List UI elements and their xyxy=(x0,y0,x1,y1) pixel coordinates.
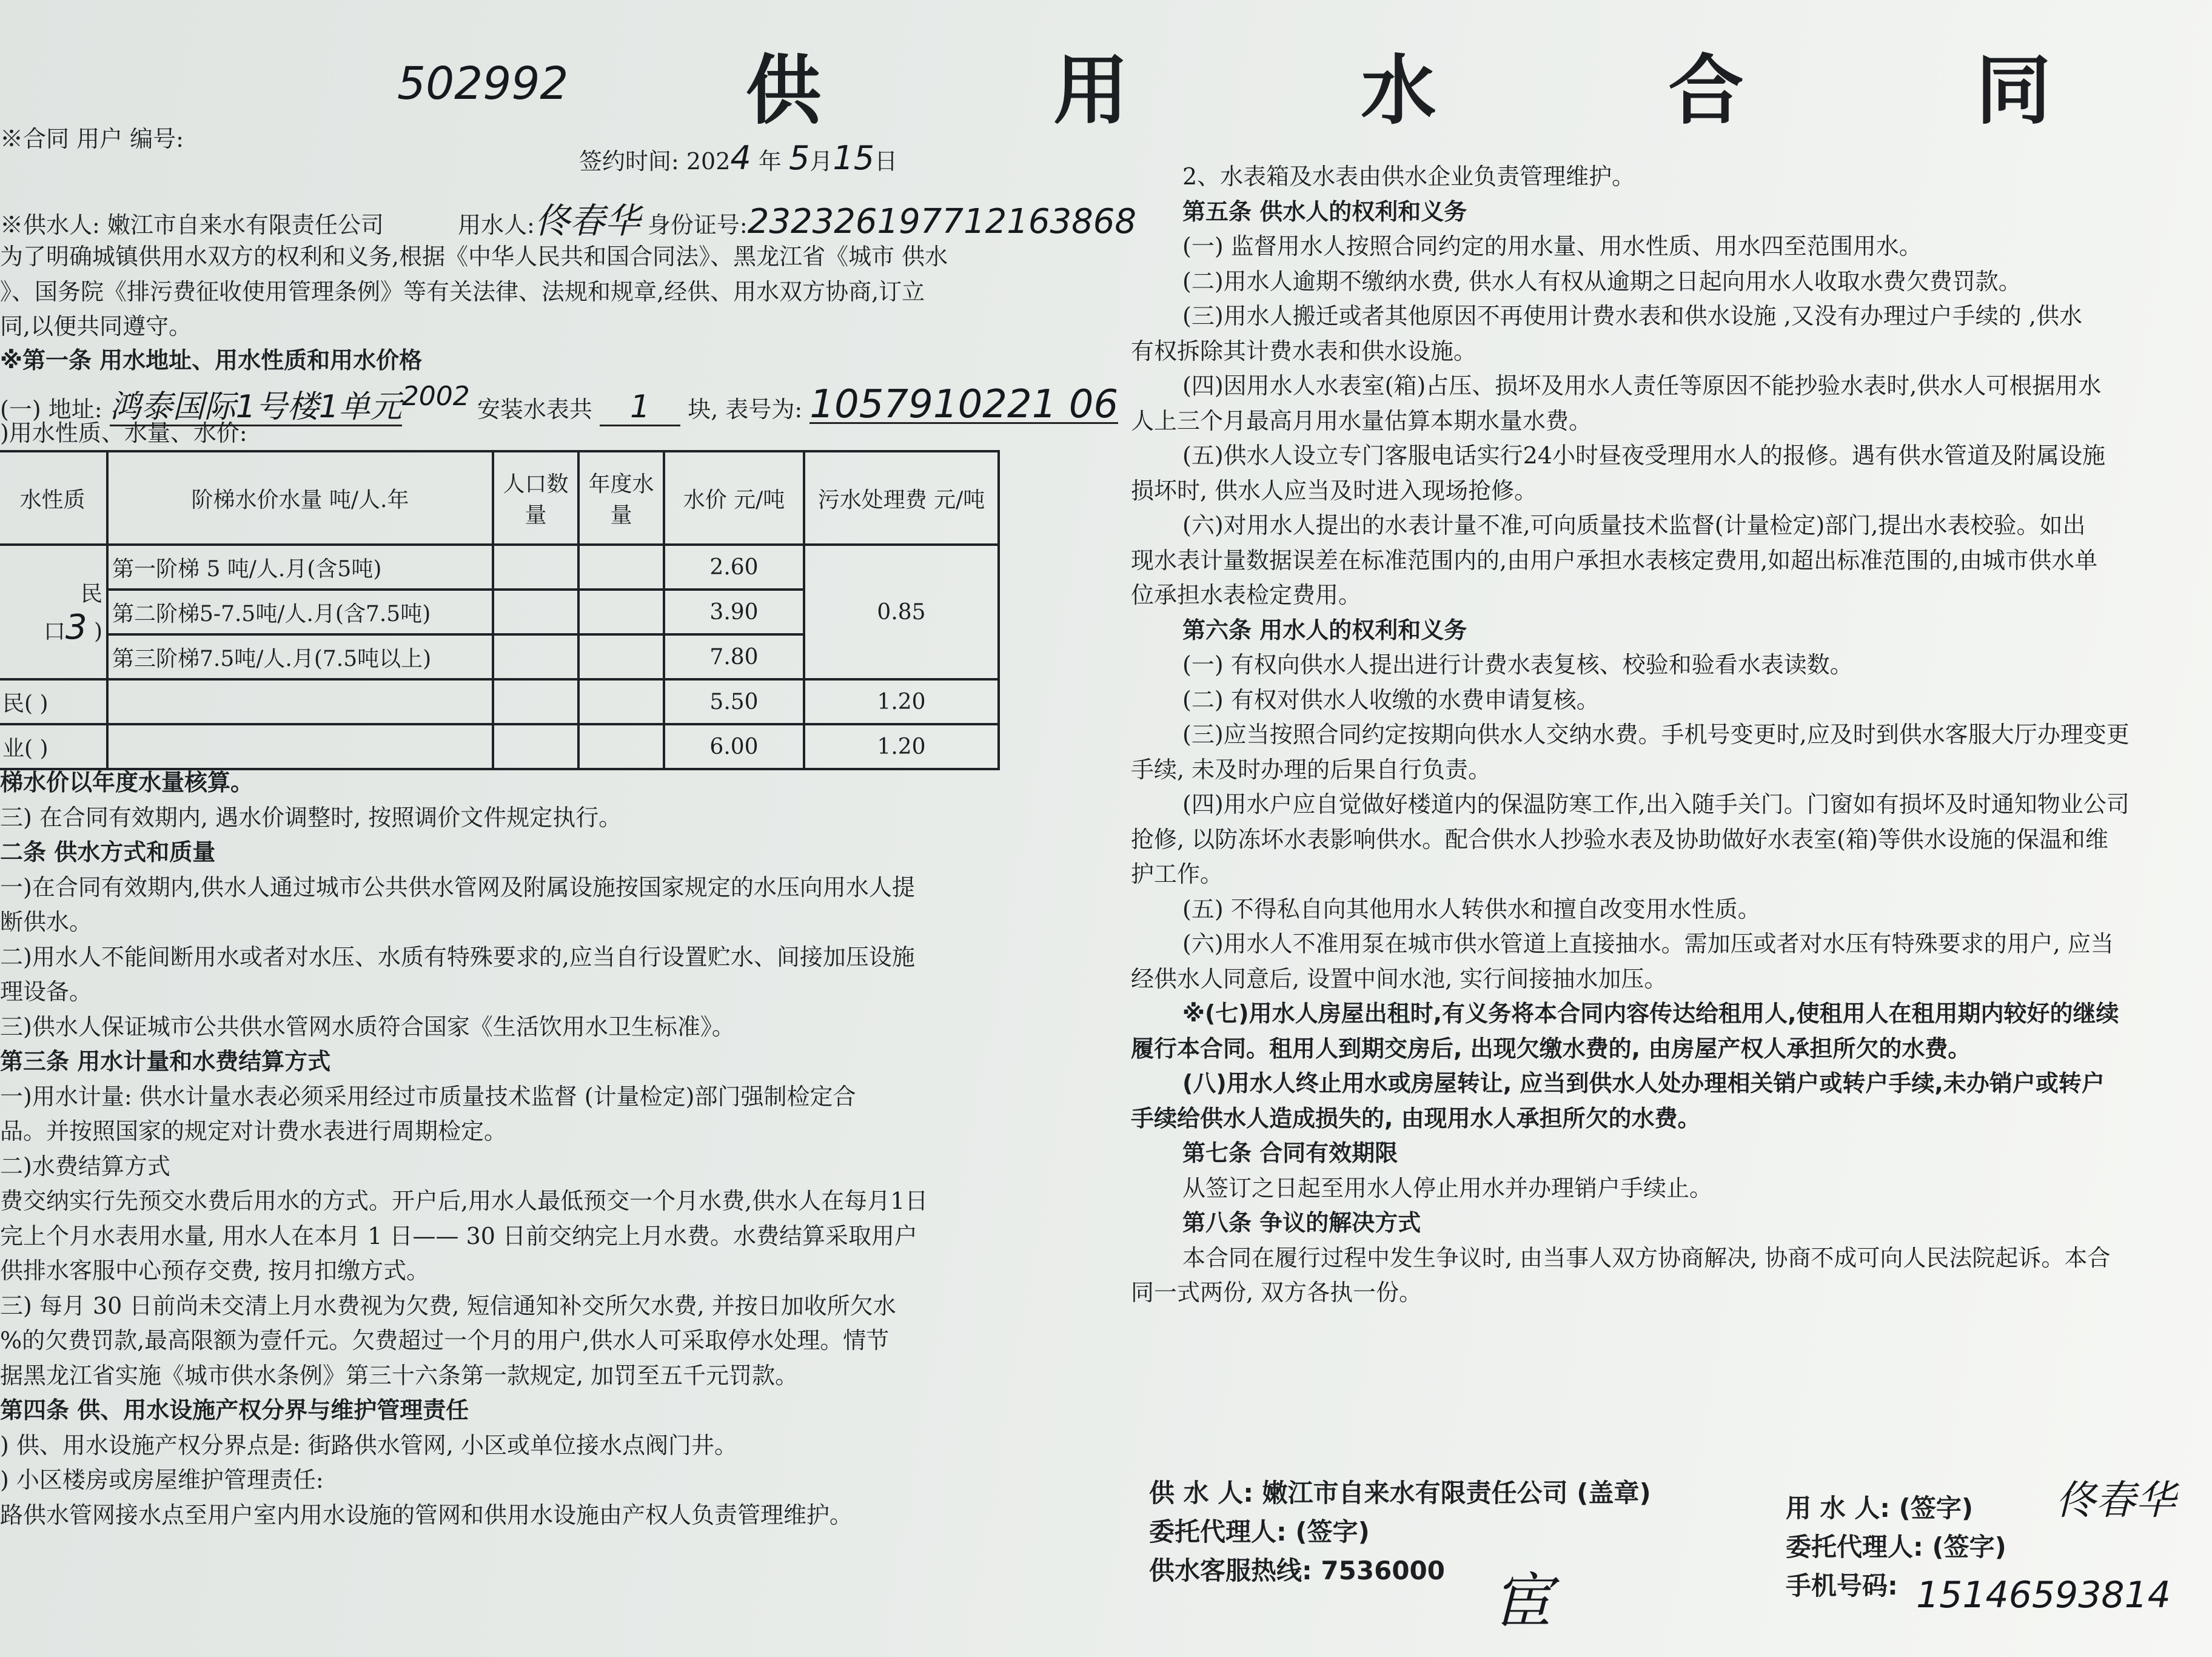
left-line: 完上个月水表用水量, 用水人在本月 1 日—— 30 日前交纳完上月水费。水费结算采取用户 xyxy=(0,1222,918,1249)
table-row xyxy=(0,724,999,769)
tier3-label: 第三阶梯7.5吨/人.月(7.5吨以上) xyxy=(107,634,493,679)
left-line: 第三条 用水计量和水费结算方式 xyxy=(0,1048,331,1075)
right-line: 履行本合同。租用人到期交房后, 出现欠缴水费的, 由房屋产权人承担所欠的水费。 xyxy=(1131,1035,1971,1062)
left-line: 断供水。 xyxy=(0,909,93,935)
left-line: ) 小区楼房或房屋维护管理责任: xyxy=(0,1467,324,1493)
left-line: 三) 每月 30 日前尚未交清上月水费视为欠费, 短信通知补交所欠水费, 并按日加收所欠水 xyxy=(0,1292,896,1319)
tier2-volume xyxy=(578,590,664,634)
water-price-table xyxy=(0,450,1000,770)
right-column-text xyxy=(1131,160,2130,1311)
sign-day-suffix: 日 xyxy=(874,148,898,175)
user-sign-line: 用 水 人: (签字) xyxy=(1786,1493,1974,1523)
table-row xyxy=(0,545,999,590)
population-label: 口 xyxy=(43,619,65,644)
right-line: 第八条 争议的解决方式 xyxy=(1182,1209,1421,1236)
row-nonresident-population xyxy=(493,679,578,724)
left-line: 梯水价以年度水量核算。 xyxy=(0,769,254,796)
row-nonresident-sewage: 1.20 xyxy=(804,679,999,724)
right-line: (一) 有权向供水人提出进行计费水表复核、校验和验看水表读数。 xyxy=(1182,651,1853,678)
right-line: (八)用水人终止用水或房屋转让, 应当到供水人处办理相关销户或转户手续,未办销户或转户 xyxy=(1182,1070,2105,1097)
contract-title: 供 用 水 合 同 xyxy=(746,47,2154,135)
intro-line: 同,以便共同遵守。 xyxy=(0,313,192,340)
user-number-label: ※合同 用户 编号: xyxy=(0,126,184,152)
meter-unit: 块, 表号为: xyxy=(688,396,803,423)
right-line: 人上三个月最高月用水量估算本期水量水费。 xyxy=(1131,407,1592,434)
table-header-row xyxy=(0,451,999,545)
tier1-population xyxy=(493,545,578,590)
user-signature-handwritten: 佟春华 xyxy=(2056,1477,2176,1524)
row-industry-population xyxy=(493,724,578,769)
supplier-agent-line: 委托代理人: (签字) xyxy=(1149,1517,1370,1547)
header-price: 水价 元/吨 xyxy=(664,451,804,545)
user-label: 用水人: xyxy=(457,212,535,238)
sign-year-digit: 4 xyxy=(730,139,751,177)
right-line: 手续给供水人造成损失的, 由现用水人承担所欠的水费。 xyxy=(1131,1104,1701,1132)
left-line: 一)在合同有效期内,供水人通过城市公共供水管网及附属设施按国家规定的水压向用水人提 xyxy=(0,873,915,901)
row-industry-sewage: 1.20 xyxy=(804,724,999,769)
sign-date-label: 签约时间: 202 xyxy=(579,148,731,175)
resident-sewage: 0.85 xyxy=(804,545,999,679)
right-line: 从签订之日起至用水人停止用水并办理销户手续止。 xyxy=(1182,1174,1713,1202)
row-industry-volume xyxy=(578,724,664,769)
right-line: (二) 有权对供水人收缴的水费申请复核。 xyxy=(1182,686,1600,713)
header-population: 人口数量 xyxy=(493,451,578,545)
right-line: 同一式两份, 双方各执一份。 xyxy=(1131,1279,1423,1306)
tier1-volume xyxy=(578,545,664,590)
right-line: (三)应当按照合同约定按期向供水人交纳水费。手机号变更时,应及时到供水客服大厅办理变更 xyxy=(1182,721,2130,748)
row-nonresident-volume xyxy=(578,679,664,724)
right-line: 手续, 未及时办理的后果自行负责。 xyxy=(1131,756,1492,783)
right-line: (五)供水人设立专门客服电话实行24小时昼夜受理用水人的报修。遇有供水管道及附属设施 xyxy=(1182,442,2106,469)
tier2-price: 3.90 xyxy=(664,590,804,634)
user-agent-line: 委托代理人: (签字) xyxy=(1786,1532,2006,1562)
left-line: 二)水费结算方式 xyxy=(0,1152,170,1180)
right-line: (四)因用水人水表室(箱)占压、损坏及用水人责任等原因不能抄验水表时,供水人可根据用水 xyxy=(1182,372,2102,399)
supplier-sign-line: 供 水 人: 嫩江市自来水有限责任公司 (盖章) xyxy=(1149,1478,1651,1508)
right-line: (六)用水人不准用泵在城市供水管道上直接抽水。需加压或者对水压有特殊要求的用户, 应当 xyxy=(1182,930,2114,957)
id-label: 身份证号: xyxy=(647,212,748,238)
row-nonresident-label: 民( ) xyxy=(0,679,107,724)
left-line: 第四条 供、用水设施产权分界与维护管理责任 xyxy=(0,1397,469,1423)
left-line: 据黑龙江省实施《城市供水条例》第三十六条第一款规定, 加罚至五千元罚款。 xyxy=(0,1362,799,1389)
tier2-label: 第二阶梯5-7.5吨/人.月(含7.5吨) xyxy=(107,590,493,634)
intro-paragraph xyxy=(0,240,948,345)
right-line: 第六条 用水人的权利和义务 xyxy=(1182,616,1467,644)
hotline-line: 供水客服热线: 7536000 xyxy=(1149,1556,1445,1585)
row-industry-tier xyxy=(107,724,493,769)
right-line: 位承担水表检定费用。 xyxy=(1131,582,1362,608)
meter-number-handwritten: 1057910221 06 xyxy=(809,382,1119,427)
row-nonresident-price: 5.50 xyxy=(664,679,804,724)
meter-label: 安装水表共 xyxy=(477,396,592,423)
right-line: 现水表计量数据误差在标准范围内的,由用户承担水表核定费用,如超出标准范围的,由城市供水单 xyxy=(1131,546,2098,574)
left-line: 三) 在合同有效期内, 遇水价调整时, 按照调价文件规定执行。 xyxy=(0,804,622,831)
left-line: ) 供、用水设施产权分界点是: 街路供水管网, 小区或单位接水点阀门井。 xyxy=(0,1431,737,1459)
left-line: 路供水管网接水点至用户室内用水设施的管网和供用水设施由产权人负责管理维护。 xyxy=(0,1501,853,1528)
header-sewage: 污水处理费 元/吨 xyxy=(804,451,999,545)
intro-line: 》、国务院《排污费征收使用管理条例》等有关法律、法规和规章,经供、用水双方协商,订立 xyxy=(0,278,925,305)
resident-label: 民 xyxy=(80,582,102,607)
table-row xyxy=(0,679,999,724)
left-line: 品。并按照国家的规定对计费水表进行周期检定。 xyxy=(0,1118,508,1144)
right-line: (五) 不得私自向其他用水人转供水和擅自改变用水性质。 xyxy=(1182,895,1761,923)
supplier-line xyxy=(0,200,1137,243)
right-line: 损坏时, 供水人应当及时进入现场抢修。 xyxy=(1131,477,1538,504)
left-line: 理设备。 xyxy=(0,978,93,1005)
intro-line: 为了明确城镇供用水双方的权利和义务,根据《中华人民共和国合同法》、黑龙江省《城市 供水 xyxy=(0,243,948,270)
right-line: 护工作。 xyxy=(1131,861,1224,887)
row-nonresident-tier xyxy=(107,679,493,724)
phone-label: 手机号码: xyxy=(1786,1571,1898,1601)
row-industry-label: 业( ) xyxy=(0,724,107,769)
agent-signature-handwritten: 宦 xyxy=(1492,1566,1552,1637)
right-line: 经供水人同意后, 设置中间水池, 实行间接抽水加压。 xyxy=(1131,965,1667,992)
right-line: (六)对用水人提出的水表计量不准,可向质量技术监督(计量检定)部门,提出水表校验。如出 xyxy=(1182,512,2086,539)
user-name-handwritten: 佟春华 xyxy=(534,200,640,241)
right-line: 第七条 合同有效期限 xyxy=(1182,1140,1398,1166)
left-line: 费交纳实行先预交水费后用水的方式。开户后,用水人最低预交一个月水费,供水人在每月1日 xyxy=(0,1188,928,1214)
right-line: 第五条 供水人的权利和义务 xyxy=(1182,198,1467,225)
header-nature: 水性质 xyxy=(0,451,107,545)
right-line: ※(七)用水人房屋出租时,有义务将本合同内容传达给租用人,使租用人在租用期内较好的继续 xyxy=(1182,1000,2119,1027)
left-line: %的欠费罚款,最高限额为壹仟元。欠费超过一个月的用户,供水人可采取停水处理。情节 xyxy=(0,1327,890,1354)
address-label: (一) 地址: xyxy=(0,396,102,423)
left-column-text xyxy=(0,765,928,1533)
tier1-label: 第一阶梯 5 吨/人.月(含5吨) xyxy=(107,545,493,590)
left-line: 一)用水计量: 供水计量水表必须采用经过市质量技术监督 (计量检定)部门强制检定合 xyxy=(0,1083,856,1110)
right-line: (四)用水户应自觉做好楼道内的保温防寒工作,出入随手关门。门窗如有损坏及时通知物业公司 xyxy=(1182,791,2130,818)
supplier-signature-block xyxy=(1149,1474,1651,1590)
right-line: 抢修, 以防冻坏水表影响供水。配合供水人抄验水表及协助做好水表室(箱)等供水设施的保温和维 xyxy=(1131,825,2108,853)
right-line: (二)用水人逾期不缴纳水费, 供水人有权从逾期之日起向用水人收取水费欠费罚款。 xyxy=(1182,267,2022,295)
tier2-population xyxy=(493,590,578,634)
tier3-population xyxy=(493,634,578,679)
header-tier: 阶梯水价水量 吨/人.年 xyxy=(107,451,493,545)
sign-year-suffix: 年 xyxy=(758,148,782,175)
sign-month-suffix: 月 xyxy=(809,148,833,175)
sign-date xyxy=(579,141,897,179)
tier3-price: 7.80 xyxy=(664,634,804,679)
population-handwritten: 3 xyxy=(65,608,87,647)
right-line: 2、水表箱及水表由供水企业负责管理维护。 xyxy=(1182,163,1635,190)
id-number-handwritten: 232326197712163868 xyxy=(747,202,1137,241)
room-handwritten: 2002 xyxy=(401,381,470,412)
right-line: (三)用水人搬迁或者其他原因不再使用计费水表和供水设施 ,又没有办理过户手续的 ,供水 xyxy=(1182,303,2082,329)
left-line: 二条 供水方式和质量 xyxy=(0,839,216,865)
left-line: 二)用水人不能间断用水或者对水压、水质有特殊要求的,应当自行设置贮水、间接加压设施 xyxy=(0,943,915,970)
row-industry-price: 6.00 xyxy=(664,724,804,769)
right-line: 有权拆除其计费水表和供水设施。 xyxy=(1131,337,1477,365)
header-annual-volume: 年度水量 xyxy=(578,451,664,545)
left-line: 三)供水人保证城市公共供水管网水质符合国家《生活饮用水卫生标准》。 xyxy=(0,1013,735,1040)
right-line: 本合同在履行过程中发生争议时, 由当事人双方协商解决, 协商不成可向人民法院起诉。本合 xyxy=(1182,1244,2111,1271)
tier3-volume xyxy=(578,634,664,679)
address-handwritten: 鸿泰国际1号楼1单元 xyxy=(109,389,402,425)
sign-day: 15 xyxy=(833,139,875,177)
contract-number-handwritten: 502992 xyxy=(397,58,569,110)
sign-month: 5 xyxy=(788,139,810,177)
nature-line: )用水性质、水量、水价: xyxy=(0,420,247,446)
right-line: (一) 监督用水人按照合同约定的用水量、用水性质、用水四至范围用水。 xyxy=(1182,233,1922,260)
phone-handwritten: 15146593814 xyxy=(1916,1574,2171,1616)
resident-cell: 民 口3 ) xyxy=(0,545,107,679)
left-line: 供排水客服中心预存交费, 按月扣缴方式。 xyxy=(0,1257,430,1284)
tier1-price: 2.60 xyxy=(664,545,804,590)
meter-count-handwritten: 1 xyxy=(600,389,680,426)
article1-title: ※第一条 用水地址、用水性质和用水价格 xyxy=(0,347,423,374)
supplier-name: ※供水人: 嫩江市自来水有限责任公司 xyxy=(0,212,384,238)
